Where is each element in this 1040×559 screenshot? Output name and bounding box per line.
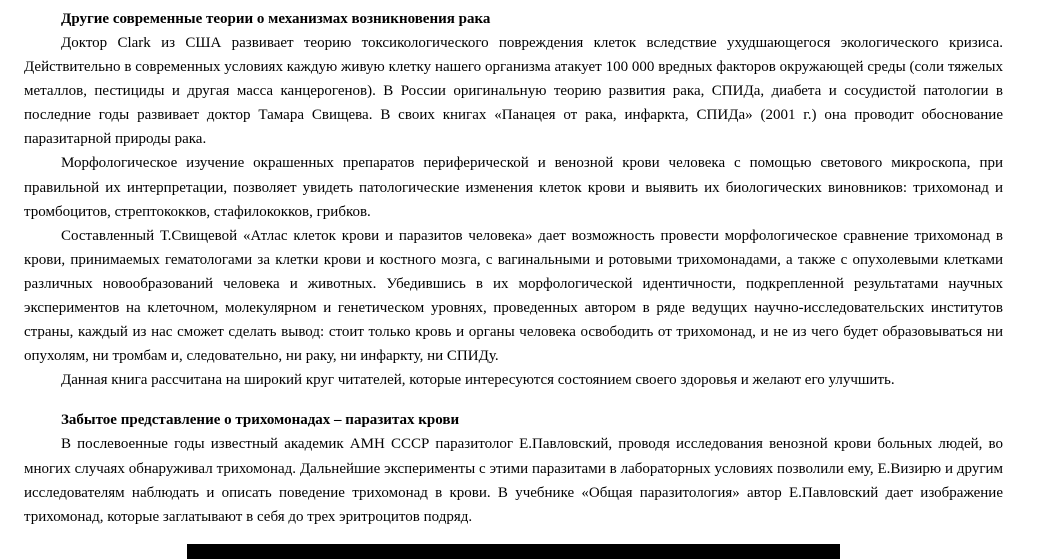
section-spacer <box>24 392 1003 408</box>
paragraph: В послевоенные годы известный академик АМН СССР паразитолог Е.Павловский, проводя исследования венозной крови больных людей, во многих случаях обнаруживал трихомонад. Дальнейшие эксперименты с этими паразитами в лабораторных условиях позволили ему, Е.Визирю и другим исследователям наблюдать и описать поведение трихомонад в крови. В учебнике «Общая паразитология» автор Е.Павловский дает изображение трихомонад, которые заглатывают в себя до трех эритроцитов подряд. <box>24 436 1003 525</box>
section-heading: Другие современные теории о механизмах возникновения рака <box>61 11 491 27</box>
paragraph: Морфологическое изучение окрашенных препаратов периферической и венозной крови человека с помощью светового микроскопа, при правильной их интерпретации, позволяет увидеть патологические изменения клеток крови и выявить их биологических виновников: трихомонад и тромбоцитов, стрептококков, стафилококков, грибков. <box>24 155 1003 220</box>
document-body <box>24 7 1003 529</box>
embedded-image <box>187 544 840 559</box>
paragraph: Составленный Т.Свищевой «Атлас клеток крови и паразитов человека» дает возможность провести морфологическое сравнение трихомонад в крови, принимаемых гематологами за клетки крови и костного мозга, с вагинальными и ротовыми трихомонадами, а также с опухолевыми клетками различных новообразований человека и животных. Убедившись в их морфологической идентичности, подкрепленной результатами научных экспериментов на клеточном, молекулярном и генетическом уровнях, проведенных автором в ряде ведущих научно-исследовательских институтов страны, каждый из нас сможет сделать вывод: стоит только кровь и органы человека освободить от трихомонад, и не из чего будет образовываться ни опухолям, ни тромбам и, следовательно, ни раку, ни инфаркту, ни СПИДу. <box>24 227 1003 365</box>
paragraph: Доктор Clark из США развивает теорию токсикологического повреждения клеток вследствие ухудшающегося экологического кризиса. Действительно в современных условиях каждую живую клетку нашего организма атакует 100 000 вредных факторов окружающей среды (соли тяжелых металлов, пестициды и другая масса канцерогенов). В России оригинальную теорию развития рака, СПИДа, диабета и сосудистой патологии в последние годы развивает доктор Тамара Свищева. В своих книгах «Панацея от рака, инфаркта, СПИДа» (2001 г.) она проводит обоснование паразитарной природы рака. <box>24 35 1003 148</box>
section-heading: Забытое представление о трихомонадах – паразитах крови <box>61 412 460 429</box>
paragraph: Данная книга рассчитана на широкий круг читателей, которые интересуются состоянием своего здоровья и желают его улучшить. <box>61 372 895 389</box>
